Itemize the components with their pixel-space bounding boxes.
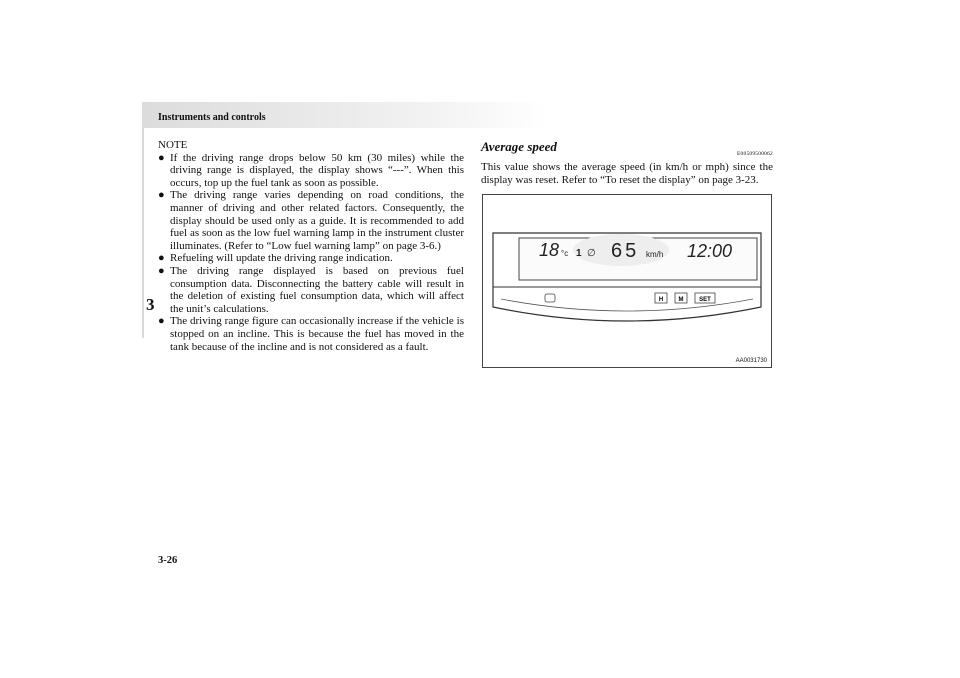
display-illustration [482, 194, 772, 368]
figure-code: AA0031730 [735, 358, 767, 364]
bullet-icon: ● [158, 315, 165, 328]
section-body: This value shows the average speed (in km/h or mph) since the display was reset. Refer to “To reset the display” on page 3-23. [481, 161, 773, 186]
average-speed-section [481, 139, 773, 186]
temperature-value: 18 [539, 240, 560, 260]
display-panel-drawing [483, 195, 771, 367]
speed-unit: km/h [646, 250, 664, 259]
bullet-icon: ● [158, 264, 165, 277]
m-button-label: M [678, 297, 684, 303]
set-button-label: SET [699, 297, 711, 303]
speed-value: 65 [611, 240, 640, 262]
average-icon: ∅ [587, 248, 596, 259]
bullet-icon: ● [158, 189, 165, 202]
chapter-rule [142, 128, 144, 338]
section-title: Average speed [481, 139, 557, 154]
bullet-icon: ● [158, 151, 165, 164]
chapter-number: 3 [146, 295, 155, 314]
small-button [545, 294, 555, 302]
note-label: NOTE [158, 139, 188, 151]
note-item: ● Refueling will update the driving range indication. [158, 252, 393, 265]
clock-value: 12:00 [687, 241, 733, 261]
temperature-unit: °c [561, 249, 569, 258]
page-header-title: Instruments and controls [158, 112, 266, 123]
trip-number: 1 [576, 248, 582, 259]
note-item: ● The driving range displayed is based on previous fuel consumption data. Disconnecting the battery cable will result in the deletion of existing fuel consumption data, which will affect the unit’s calculations. [158, 264, 464, 315]
note-list [158, 152, 464, 354]
page-number: 3-26 [158, 555, 178, 566]
note-item: ● The driving range varies depending on road conditions, the manner of driving and other related factors. Consequently, the display should be used only as a guide. It is recommended to add fuel as soon as the low fuel warning lamp in the instrument cluster illuminates. (Refer to “Low fuel warning lamp” on page 3-6.) [158, 189, 464, 252]
section-code: E00509500062 [736, 151, 773, 157]
note-item: ● If the driving range drops below 50 km (30 miles) while the driving range is displayed, the display shows “---”. When this occurs, top up the fuel tank as soon as possible. [158, 151, 464, 189]
h-button-label: H [658, 297, 664, 303]
bullet-icon: ● [158, 252, 165, 265]
note-item: ● The driving range figure can occasionally increase if the vehicle is stopped on an incline. This is because the fuel has moved in the tank because of the incline and is not considered as a fault. [158, 315, 464, 353]
note-block [158, 139, 464, 353]
